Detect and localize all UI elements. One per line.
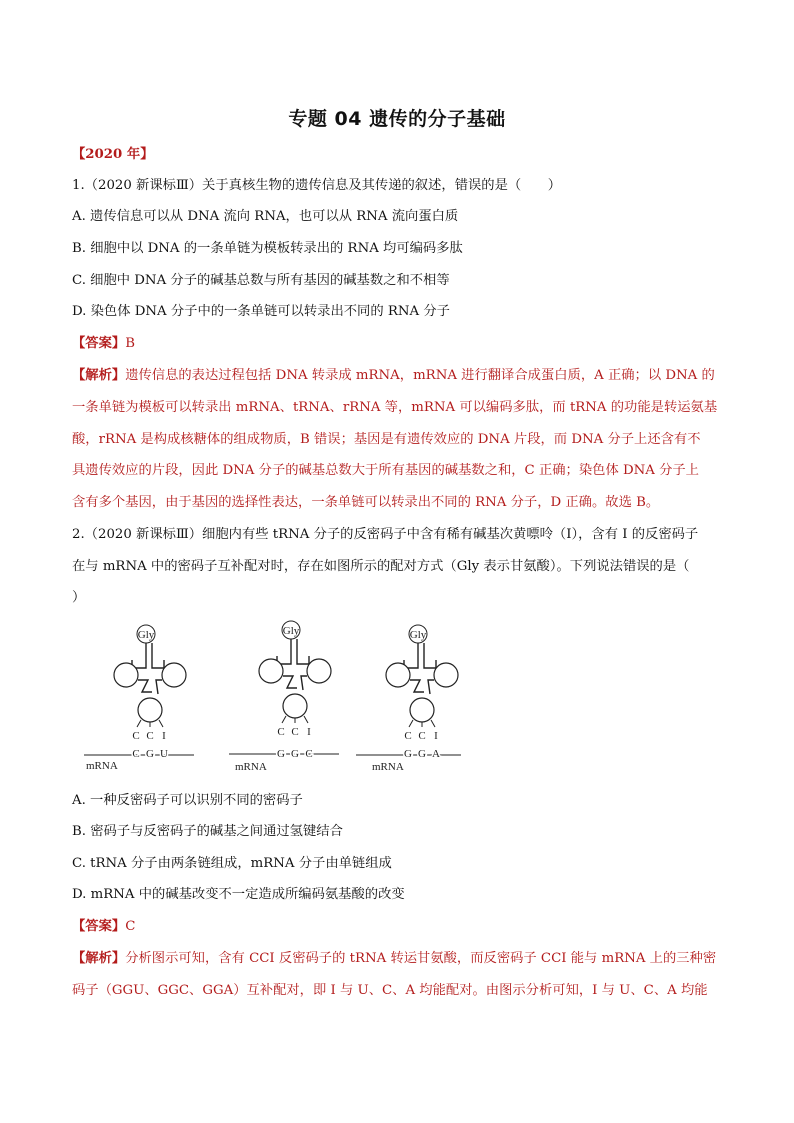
trna-diagram-3 — [356, 625, 461, 773]
anticodon-base: C — [291, 726, 299, 738]
codon-base: C — [305, 748, 313, 760]
q1-analysis-line-4: 具遗传效应的片段，因此 DNA 分子的碱基总数大于所有基因的碱基数之和，C 正确；染色体 DNA 分子上 — [72, 463, 699, 478]
q2-option-c: C. tRNA 分子由两条链组成，mRNA 分子由单链组成 — [72, 856, 392, 871]
q2-stem-line-2: 在与 mRNA 中的密码子互补配对时，存在如图所示的配对方式（Gly 表示甘氨酸）。下列说法错误的是（ — [72, 559, 690, 574]
q2-answer-value: C — [125, 919, 136, 934]
q2-answer — [72, 918, 732, 936]
page-title: 专题 04 遗传的分子基础 — [288, 108, 506, 130]
mrna-label: mRNA — [235, 761, 267, 773]
q2-answer-tag: 【答案】 — [72, 919, 126, 934]
q2-option-d: D. mRNA 中的碱基改变不一定造成所编码氨基酸的改变 — [72, 887, 405, 902]
trna-pairing-figure — [84, 618, 464, 778]
mrna-label: mRNA — [86, 760, 118, 772]
codon-base: G — [277, 748, 285, 760]
codon-base: G — [291, 748, 299, 760]
q2-stem-line-3: ） — [72, 590, 86, 605]
anticodon-base: C — [404, 730, 412, 742]
q1-analysis-line-5: 含有多个基因，由于基因的选择性表达，一条单链可以转录出不同的 RNA 分子，D 正确。故选 B。 — [72, 495, 660, 510]
anticodon-base: I — [162, 730, 166, 742]
trna-diagram-2 — [229, 621, 339, 773]
gly-label: Gly — [282, 625, 300, 637]
q1-option-d: D. 染色体 DNA 分子中的一条单链可以转录出不同的 RNA 分子 — [72, 304, 450, 319]
anticodon-base: C — [146, 730, 154, 742]
q2-analysis-line-1 — [72, 950, 732, 968]
q1-answer-tag: 【答案】 — [72, 336, 126, 351]
codon-base: G — [146, 748, 154, 760]
q1-stem: 1.（2020 新课标Ⅲ）关于真核生物的遗传信息及其传递的叙述，错误的是（ ） — [72, 178, 562, 193]
q2-analysis-tag: 【解析】 — [72, 951, 126, 966]
anticodon-base: C — [418, 730, 426, 742]
q1-answer-value: B — [125, 336, 135, 351]
q1-analysis-line-2: 一条单链为模板可以转录出 mRNA、tRNA、rRNA 等，mRNA 可以编码多肽，而 tRNA 的功能是转运氨基 — [72, 400, 718, 415]
anticodon-base: C — [277, 726, 285, 738]
gly-label: Gly — [409, 629, 427, 641]
anticodon-base: C — [132, 730, 140, 742]
q2-analysis-line-2: 码子（GGU、GGC、GGA）互补配对，即 I 与 U、C、A 均能配对。由图示分析可知，I 与 U、C、A 均能 — [72, 983, 708, 998]
q1-analysis-line-1 — [72, 367, 732, 385]
gly-label: Gly — [137, 629, 155, 641]
codon-base: U — [160, 748, 168, 760]
q1-option-c: C. 细胞中 DNA 分子的碱基总数与所有基因的碱基数之和不相等 — [72, 273, 450, 288]
q2-stem-line-1: 2.（2020 新课标Ⅲ）细胞内有些 tRNA 分子的反密码子中含有稀有碱基次黄嘌呤（I），含有 I 的反密码子 — [72, 527, 699, 542]
q2-option-b: B. 密码子与反密码子的碱基之间通过氢键结合 — [72, 824, 343, 839]
q1-option-a: A. 遗传信息可以从 DNA 流向 RNA，也可以从 RNA 流向蛋白质 — [72, 209, 459, 224]
codon-base: G — [418, 748, 426, 760]
trna-diagram-1 — [84, 625, 194, 772]
q1-option-b: B. 细胞中以 DNA 的一条单链为模板转录出的 RNA 均可编码多肽 — [72, 241, 463, 256]
q1-answer — [72, 335, 732, 353]
codon-base: A — [432, 748, 440, 760]
year-tag: 【2020 年】 — [72, 147, 154, 162]
q1-analysis-text: 遗传信息的表达过程包括 DNA 转录成 mRNA，mRNA 进行翻译合成蛋白质，A 正确；以 DNA 的 — [125, 368, 715, 383]
q1-analysis-tag: 【解析】 — [72, 368, 126, 383]
anticodon-base: I — [434, 730, 438, 742]
q2-analysis-text: 分析图示可知，含有 CCI 反密码子的 tRNA 转运甘氨酸，而反密码子 CCI 能与 mRNA 上的三种密 — [125, 951, 717, 966]
q1-analysis-line-3: 酸，rRNA 是构成核糖体的组成物质，B 错误；基因是有遗传效应的 DNA 片段，而 DNA 分子上还含有不 — [72, 432, 701, 447]
codon-base: G — [404, 748, 412, 760]
anticodon-base: I — [307, 726, 311, 738]
mrna-label: mRNA — [372, 761, 404, 773]
codon-base: C — [132, 748, 140, 760]
q2-option-a: A. 一种反密码子可以识别不同的密码子 — [72, 793, 303, 808]
